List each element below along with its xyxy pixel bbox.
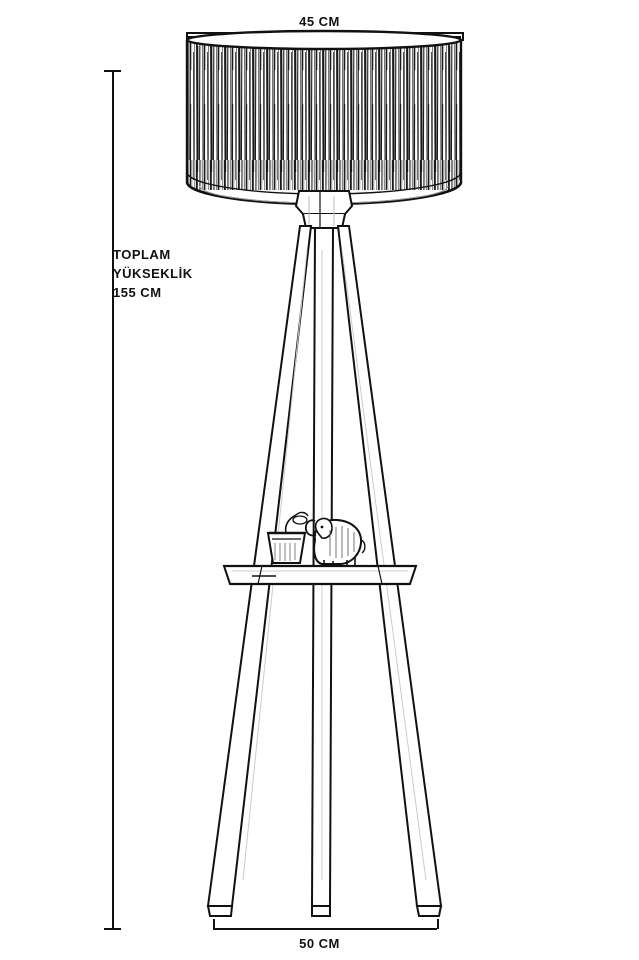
total-height-label-line2: YÜKSEKLİK [113, 266, 193, 281]
total-height-label-line1: TOPLAM [113, 247, 171, 262]
bottom-width-label: 50 CM [299, 936, 340, 951]
lamp-shade [185, 31, 463, 204]
middle-shelf [224, 566, 416, 584]
total-height-label-line3: 155 CM [113, 285, 162, 300]
top-width-label: 45 CM [299, 14, 340, 29]
